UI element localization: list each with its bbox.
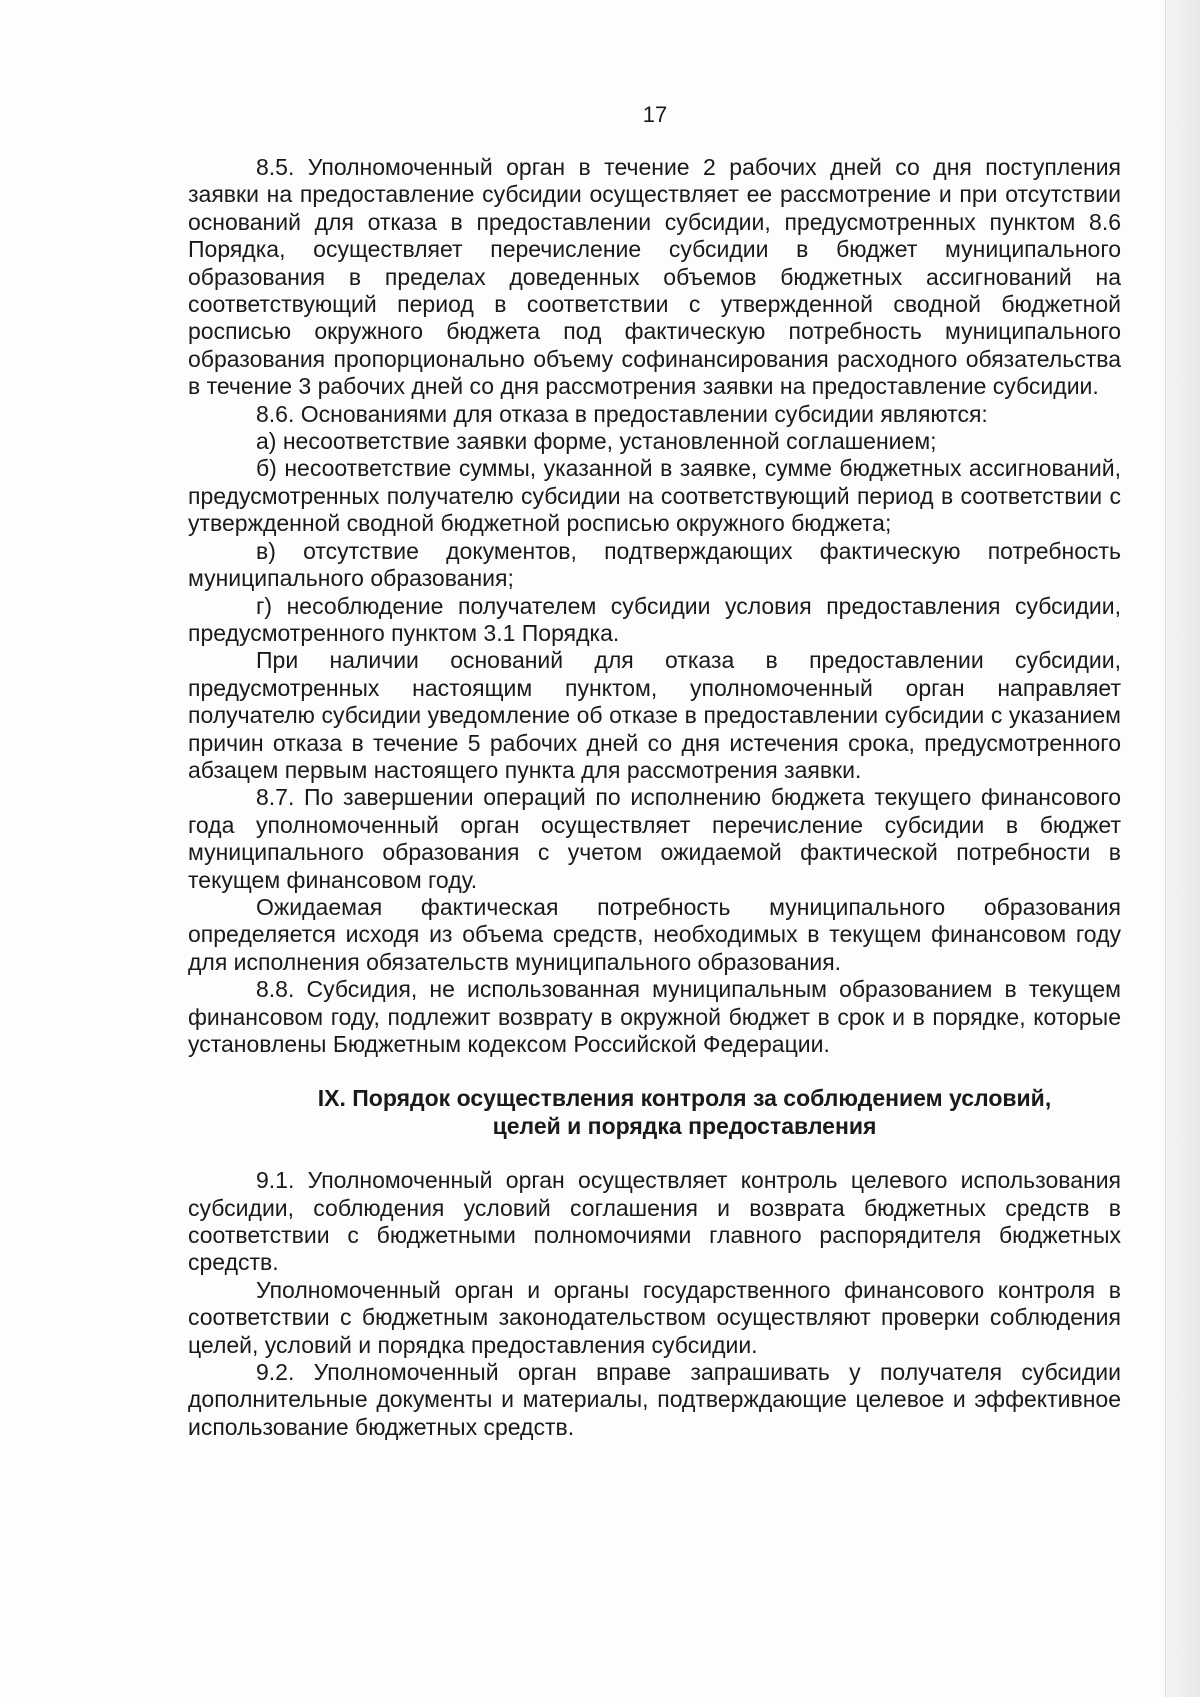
document-body: [188, 154, 1121, 1441]
paragraph-8-6-refusal: При наличии оснований для отказа в предоставлении субсидии, предусмотренных настоящим пунктом, уполномоченный орган направляет получателю субсидии уведомление об отказе в предоставлении субсидии с указанием причин отказа в течение 5 рабочих дней со дня истечения срока, предусмотренного абзацем первым настоящего пункта для рассмотрения заявки.: [188, 647, 1121, 783]
page-edge: [1165, 0, 1200, 1697]
section-heading: [188, 1085, 1121, 1140]
paragraph-8-8: 8.8. Субсидия, не использованная муниципальным образованием в текущем финансовом году, подлежит возврату в окружной бюджет в срок и в порядке, которые установлены Бюджетным кодексом Российской Федерации.: [188, 976, 1121, 1057]
paragraph-8-6-v: в) отсутствие документов, подтверждающих фактическую потребность муниципального образования;: [188, 537, 1121, 592]
section-heading-line-2: целей и порядка предоставления: [492, 1112, 877, 1139]
paragraph-9-2: 9.2. Уполномоченный орган вправе запрашивать у получателя субсидии дополнительные документы и материалы, подтверждающие целевое и эффективное использование бюджетных средств.: [188, 1359, 1121, 1440]
paragraph-8-7: 8.7. По завершении операций по исполнению бюджета текущего финансового года уполномоченный орган осуществляет перечисление субсидии в бюджет муниципального образования с учетом ожидаемой фактической потребности в текущем финансовом году.: [188, 784, 1121, 893]
section-heading-line-1: IX. Порядок осуществления контроля за соблюдением условий,: [317, 1085, 1052, 1112]
paragraph-8-6-a: а) несоответствие заявки форме, установленной соглашением;: [256, 428, 937, 455]
paragraph-8-6: 8.6. Основаниями для отказа в предоставлении субсидии являются:: [256, 400, 988, 427]
paragraph-8-6-b: б) несоответствие суммы, указанной в заявке, сумме бюджетных ассигнований, предусмотренных получателю субсидии на соответствующий период в соответствии с утвержденной сводной бюджетной росписью окружного бюджета;: [188, 455, 1121, 537]
paragraph-8-6-g: г) несоблюдение получателем субсидии условия предоставления субсидии, предусмотренного пунктом 3.1 Порядка.: [188, 592, 1121, 646]
paragraph-9-1-control: Уполномоченный орган и органы государственного финансового контроля в соответствии с бюджетным законодательством осуществляют проверки соблюдения целей, условий и порядка предоставления субсидии.: [188, 1276, 1121, 1358]
paragraph-9-1: 9.1. Уполномоченный орган осуществляет контроль целевого использования субсидии, соблюдения условий соглашения и возврата бюджетных средств в соответствии с бюджетными полномочиями главного распорядителя бюджетных средств.: [188, 1167, 1121, 1276]
paragraph-8-5: 8.5. Уполномоченный орган в течение 2 рабочих дней со дня поступления заявки на предоставление субсидии осуществляет ее рассмотрение и при отсутствии оснований для отказа в предоставлении субсидии, предусмотренных пунктом 8.6 Порядка, осуществляет перечисление субсидии в бюджет муниципального образования в пределах доведенных объемов бюджетных ассигнований на соответствующий период в соответствии с утвержденной сводной бюджетной росписью окружного бюджета под фактическую потребность муниципального образования пропорционально объему софинансирования расходного обязательства в течение 3 рабочих дней со дня рассмотрения заявки на предоставление субсидии.: [188, 154, 1121, 400]
page-number: 17: [642, 102, 668, 127]
paragraph-8-7-expected: Ожидаемая фактическая потребность муниципального образования определяется исходя из объема средств, необходимых в текущем финансовом году для исполнения обязательств муниципального образования.: [188, 893, 1121, 975]
